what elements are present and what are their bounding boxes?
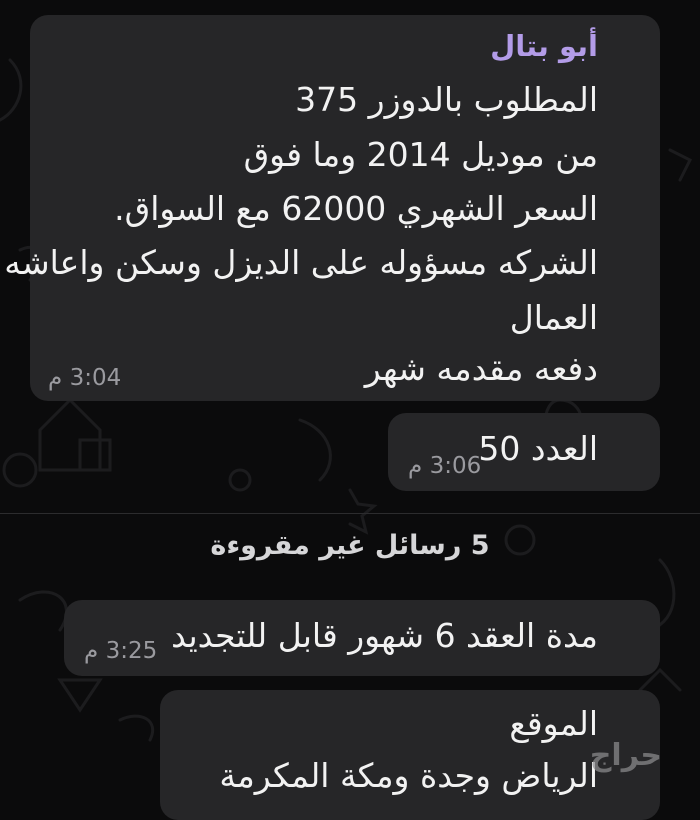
unread-divider-line: [0, 513, 700, 514]
message-line: من موديل 2014 وما فوق: [243, 135, 598, 174]
message-line: العمال: [509, 298, 598, 337]
message-line: المطلوب بالدوزر 375: [295, 80, 598, 119]
sender-name[interactable]: أبو بتال: [490, 29, 598, 63]
message-bubble[interactable]: [4, 15, 660, 401]
message-line: السعر الشهري 62000 مع السواق.: [114, 189, 598, 228]
message-line: العدد 50: [478, 429, 598, 468]
message-line: دفعه مقدمه شهر: [364, 349, 598, 388]
message-line: الموقع: [509, 704, 598, 743]
message-timestamp: 3:25 م: [84, 638, 158, 664]
message-bubble[interactable]: [160, 690, 660, 820]
haraj-watermark-logo: حراج: [589, 738, 662, 773]
message-timestamp: 3:06 م: [408, 453, 482, 479]
message-bubble[interactable]: [388, 413, 660, 491]
message-line: مدة العقد 6 شهور قابل للتجديد: [171, 616, 598, 655]
message-line: الشركه مسؤوله على الديزل وسكن واعاشه: [4, 243, 598, 282]
message-line: الرياض وجدة ومكة المكرمة: [219, 756, 598, 795]
unread-messages-divider: 5 رسائل غير مقروءة: [210, 530, 490, 561]
message-timestamp: 3:04 م: [48, 365, 122, 391]
message-bubble[interactable]: [64, 600, 660, 676]
